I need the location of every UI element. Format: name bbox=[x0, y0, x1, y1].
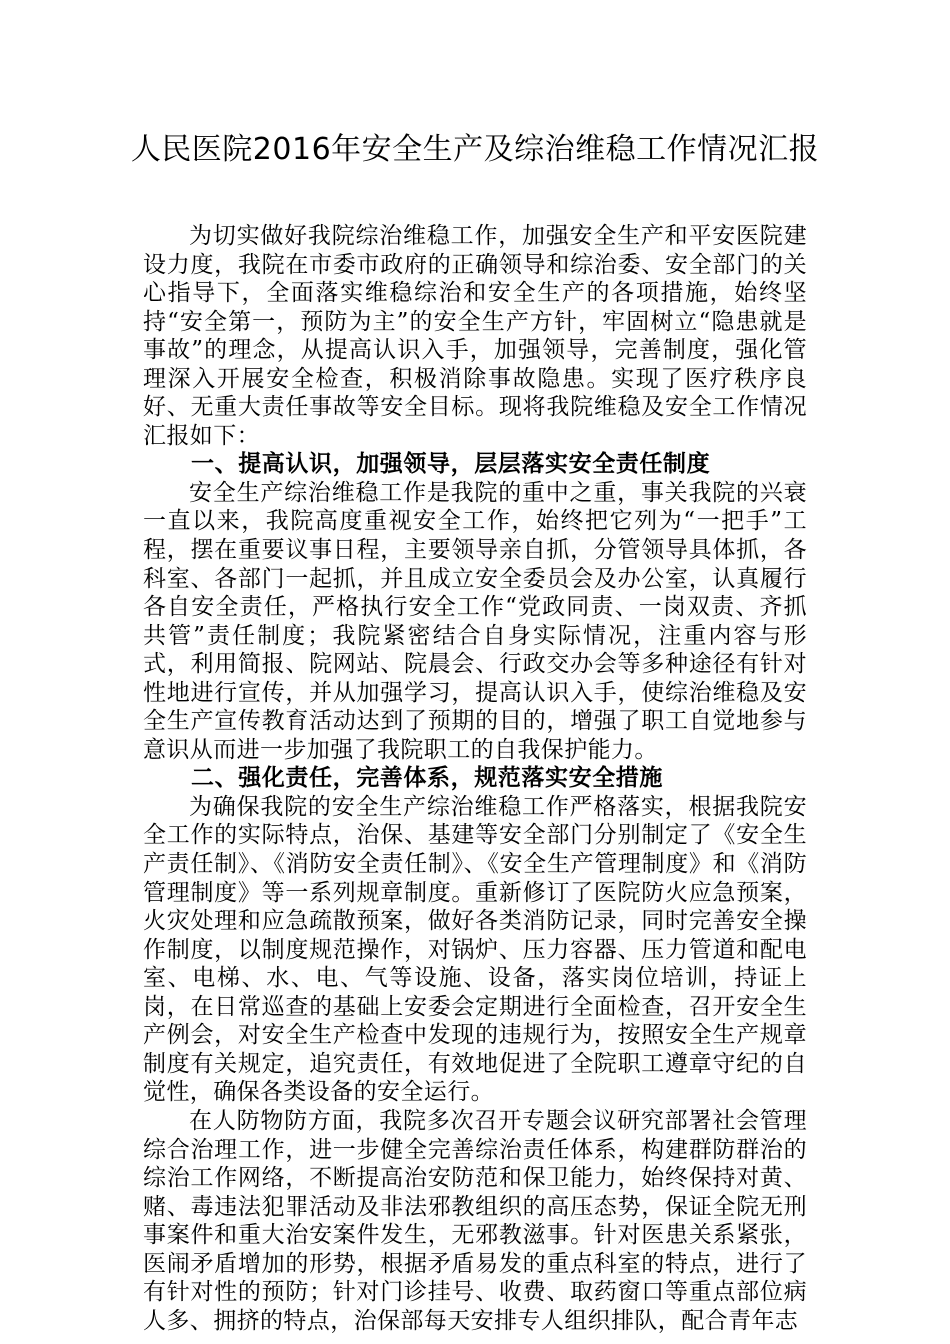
section-2-heading: 二、强化责任，完善体系，规范落实安全措施 bbox=[191, 765, 663, 792]
section-1-paragraph: 安全生产综治维稳工作是我院的重中之重，事关我院的兴衰一直以来，我院高度重视安全工作，始终把它列为“一把手”工程，摆在重要议事日程，主要领导亲自抓，分管领导具体抓，各科室、各部门一起抓，并且成立安全委员会及办公室，认真履行各自安全责任，严格执行安全工作“党政同责、一岗双责、齐抓共管”责任制度；我院紧密结合自身实际情况，注重内容与形式，利用简报、院网站、院晨会、行政交办会等多种途径有针对性地进行宣传，并从加强学习，提高认识入手，使综治维稳及安全生产宣传教育活动达到了预期的目的，增强了职工自觉地参与意识从而进一步加强了我院职工的自我保护能力。 bbox=[143, 479, 807, 763]
intro-paragraph: 为切实做好我院综治维稳工作，加强安全生产和平安医院建设力度，我院在市委市政府的正确领导和综治委、安全部门的关心指导下，全面落实维稳综治和安全生产的各项措施，始终坚持“安全第一，预防为主”的安全生产方针，牢固树立“隐患就是事故”的理念，从提高认识入手，加强领导，完善制度，强化管理深入开展安全检查，积极消除事故隐患。实现了医疗秩序良好、无重大责任事故等安全目标。现将我院维稳及安全工作情况汇报如下： bbox=[143, 223, 807, 449]
section-1-heading: 一、提高认识，加强领导，层层落实安全责任制度 bbox=[191, 451, 711, 478]
section-2-paragraph-1: 为确保我院的安全生产综治维稳工作严格落实，根据我院安全工作的实际特点，治保、基建等安全部门分别制定了《安全生产责任制》、《消防安全责任制》、《安全生产管理制度》和《消防管理制度》等一系列规章制度。重新修订了医院防火应急预案，火灾处理和应急疏散预案，做好各类消防记录，同时完善安全操作制度，以制度规范操作，对锅炉、压力容器、压力管道和配电室、电梯、水、电、气等设施、设备，落实岗位培训，持证上岗，在日常巡查的基础上安委会定期进行全面检查，召开安全生产例会，对安全生产检查中发现的违规行为，按照安全生产规章制度有关规定，追究责任，有效地促进了全院职工遵章守纪的自觉性，确保各类设备的安全运行。 bbox=[143, 793, 807, 1106]
document-body bbox=[143, 222, 807, 1335]
document-title: 人民医院2016年安全生产及综治维稳工作情况汇报 bbox=[130, 132, 820, 167]
section-2-paragraph-2: 在人防物防方面，我院多次召开专题会议研究部署社会管理综合治理工作，进一步健全完善综治责任体系，构建群防群治的综治工作网络，不断提高治安防范和保卫能力，始终保持对黄、赌、毒违法犯罪活动及非法邪教组织的高压态势，保证全院无刑事案件和重大治安案件发生，无邪教滋事。针对医患关系紧张，医闹矛盾增加的形势，根据矛盾易发的重点科室的特点，进行了有针对性的预防；针对门诊挂号、收费、取药窗口等重点部位病人多、拥挤的特点，治保部每天安排专人组织排队，配合青年志 bbox=[143, 1107, 807, 1334]
